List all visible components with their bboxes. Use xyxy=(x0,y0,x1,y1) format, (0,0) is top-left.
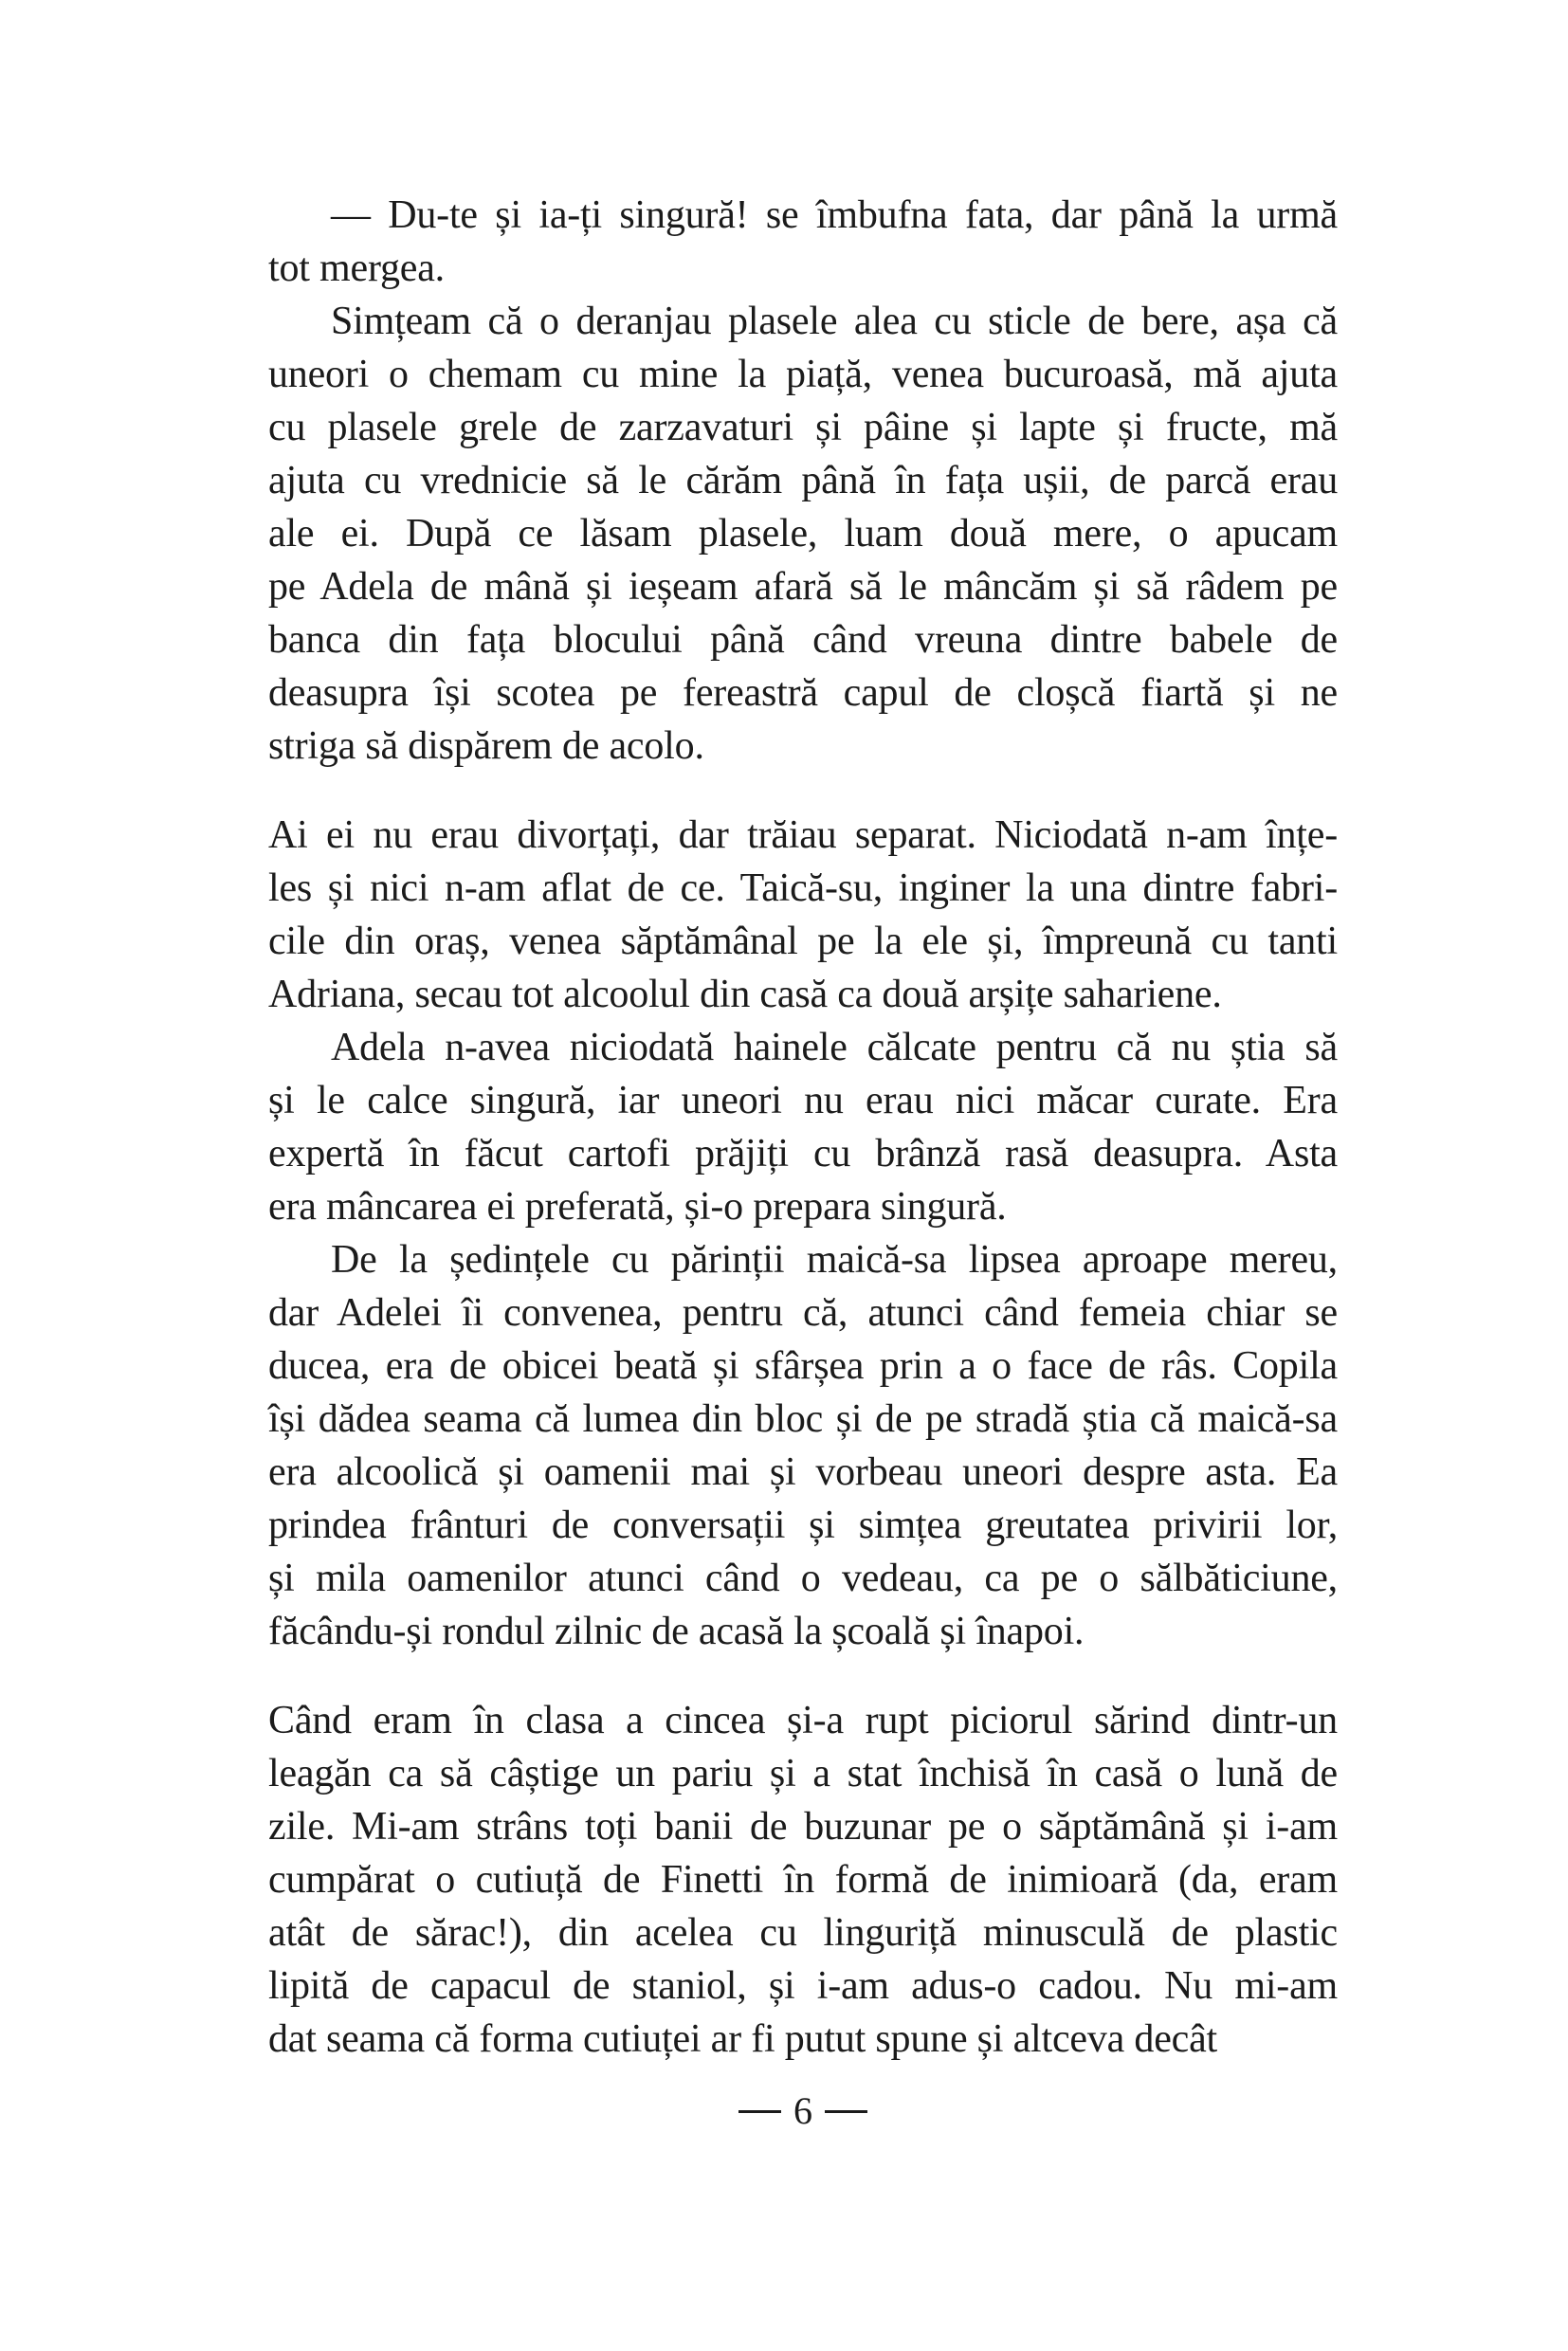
text-line: cu plasele grele de zarzavaturi și pâine și lapte și fructe, mă xyxy=(268,406,1338,449)
text-line: ale ei. După ce lăsam plasele, luam două mere, o apucam xyxy=(268,512,1338,556)
text-line: uneori o chemam cu mine la piață, venea bucuroasă, mă ajuta xyxy=(268,353,1338,396)
paragraph xyxy=(268,809,1338,1021)
paragraph xyxy=(268,295,1338,773)
footer-right-dash xyxy=(825,2110,867,2113)
text-line: expertă în făcut cartofi prăjiți cu brânză rasă deasupra. Asta xyxy=(268,1132,1338,1176)
text-line: zile. Mi-am strâns toți banii de buzunar pe o săptămână și i-am xyxy=(268,1805,1338,1849)
text-line: deasupra își scotea pe fereastră capul de cloșcă fiartă și ne xyxy=(268,671,1338,715)
text-line: banca din fața blocului până când vreuna dintre babele de xyxy=(268,618,1338,662)
paragraph xyxy=(268,189,1338,295)
text-line: dat seama că forma cutiuței ar fi putut spune și altceva decât xyxy=(268,2017,1217,2061)
page-number: 6 xyxy=(793,2089,812,2132)
text-line: leagăn ca să câștige un pariu și a stat închisă în casă o lună de xyxy=(268,1752,1338,1795)
body-text xyxy=(268,189,1338,2066)
text-line: era mâncarea ei preferată, și-o prepara singură. xyxy=(268,1185,1007,1229)
text-line: cumpărat o cutiuță de Finetti în formă de inimioară (da, eram xyxy=(268,1858,1338,1902)
text-line: Când eram în clasa a cincea și-a rupt piciorul sărind dintr-un xyxy=(268,1699,1338,1742)
text-line: Ai ei nu erau divorțați, dar trăiau separat. Niciodată n-am înțe- xyxy=(268,813,1338,857)
text-line: tot mergea. xyxy=(268,246,445,290)
text-line: ajuta cu vrednicie să le cărăm până în fața ușii, de parcă erau xyxy=(268,459,1338,502)
text-line: și le calce singură, iar uneori nu erau nici măcar curate. Era xyxy=(268,1079,1338,1122)
text-line: atât de sărac!), din acelea cu linguriță minusculă de plastic xyxy=(268,1911,1338,1955)
text-line: lipită de capacul de staniol, și i-am adus-o cadou. Nu mi-am xyxy=(268,1964,1338,2008)
paragraph xyxy=(268,1694,1338,2066)
text-line: les și nici n-am aflat de ce. Taică-su, inginer la una dintre fabri- xyxy=(268,866,1338,910)
text-line: De la ședințele cu părinții maică-sa lipsea aproape mereu, xyxy=(331,1238,1338,1282)
text-line: pe Adela de mână și ieșeam afară să le mâncăm și să râdem pe xyxy=(268,565,1338,609)
text-line: Adela n-avea niciodată hainele călcate pentru că nu știa să xyxy=(331,1026,1338,1069)
page-footer xyxy=(268,2088,1338,2134)
paragraph xyxy=(268,1233,1338,1658)
text-line: — Du-te și ia-ți singură! se îmbufna fata, dar până la urmă xyxy=(331,193,1338,237)
text-line: striga să dispărem de acolo. xyxy=(268,724,704,768)
text-line: Adriana, secau tot alcoolul din casă ca două arșițe sahariene. xyxy=(268,973,1222,1016)
text-line: și mila oamenilor atunci când o vedeau, ca pe o sălbăticiune, xyxy=(268,1557,1338,1600)
text-line: își dădea seama că lumea din bloc și de pe stradă știa că maică-sa xyxy=(268,1397,1338,1441)
text-line: Simțeam că o deranjau plasele alea cu sticle de bere, așa că xyxy=(331,300,1338,343)
text-line: prindea frânturi de conversații și simțea greutatea privirii lor, xyxy=(268,1504,1338,1547)
text-line: cile din oraș, venea săptămânal pe la ele și, împreună cu tanti xyxy=(268,920,1338,963)
text-line: dar Adelei îi convenea, pentru că, atunci când femeia chiar se xyxy=(268,1291,1338,1335)
text-line: făcându-și rondul zilnic de acasă la școală și înapoi. xyxy=(268,1610,1085,1653)
paragraph xyxy=(268,1021,1338,1233)
footer-left-dash xyxy=(738,2110,781,2113)
text-line: era alcoolică și oamenii mai și vorbeau uneori despre asta. Ea xyxy=(268,1450,1338,1494)
text-line: ducea, era de obicei beată și sfârșea prin a o face de râs. Copila xyxy=(268,1344,1338,1388)
